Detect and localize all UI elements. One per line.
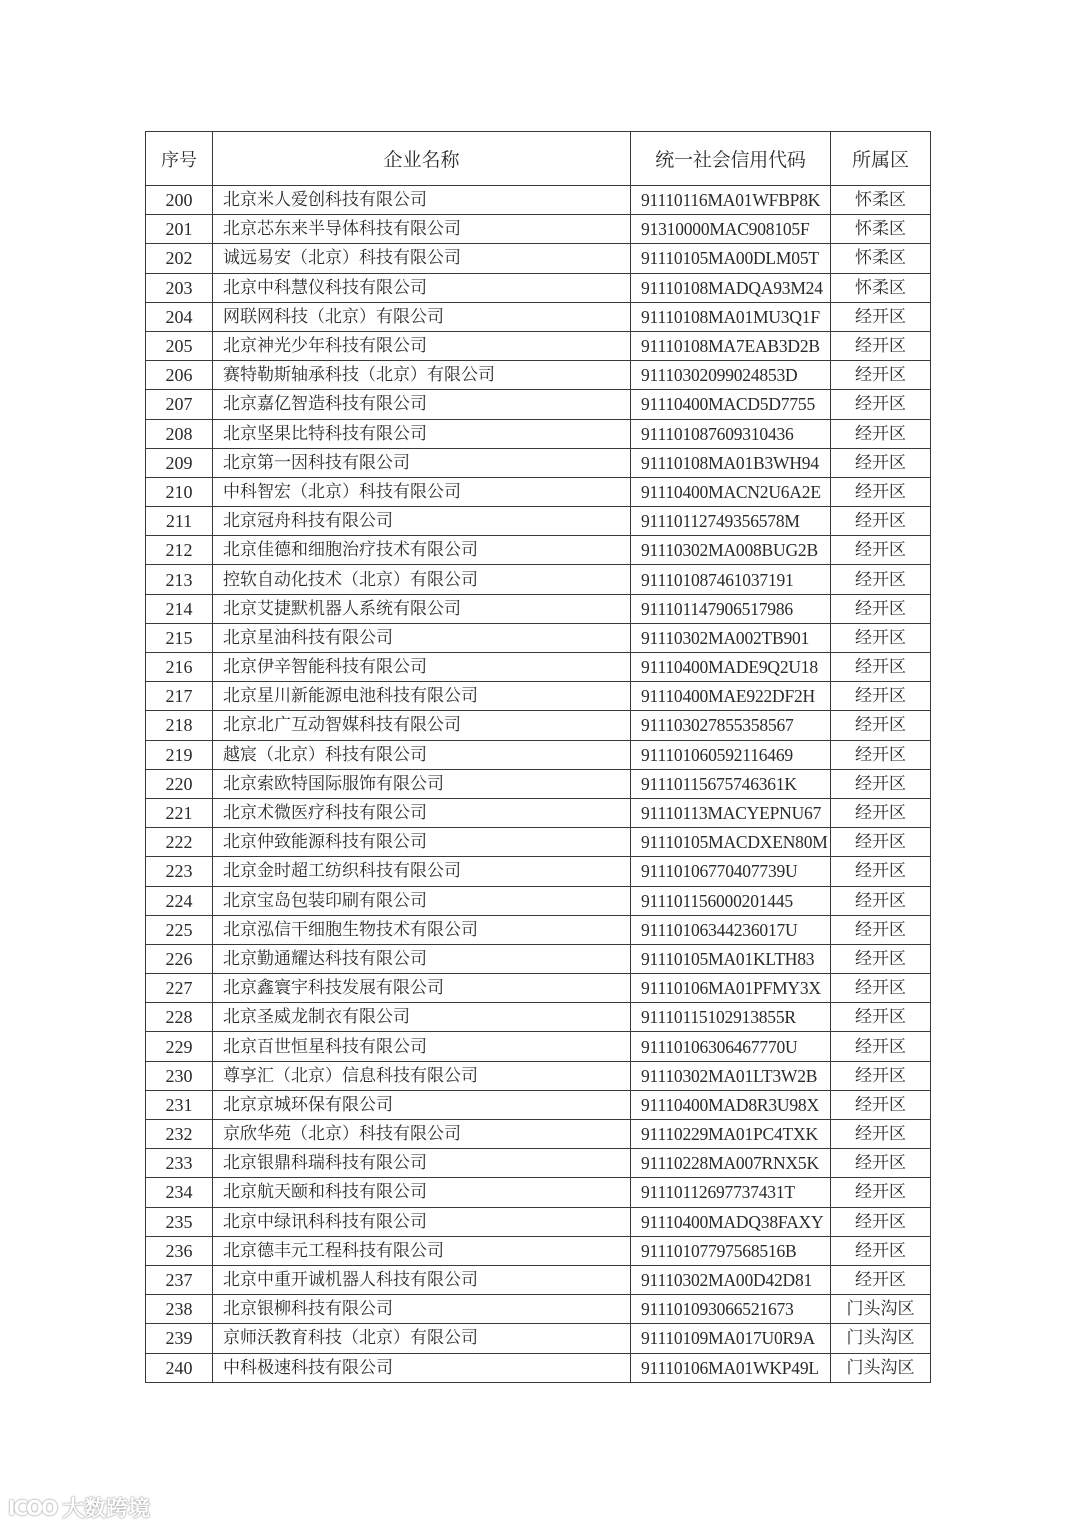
serial-number-cell: 220: [146, 769, 213, 798]
credit-code-cell: 91110106306467770U: [631, 1032, 831, 1061]
credit-code-cell: 91110302099024853D: [631, 361, 831, 390]
company-name-cell: 中科极速科技有限公司: [213, 1353, 631, 1382]
credit-code-cell: 91110400MAE922DF2H: [631, 682, 831, 711]
credit-code-cell: 911101087461037191: [631, 565, 831, 594]
company-name-cell: 北京冠舟科技有限公司: [213, 507, 631, 536]
company-name-cell: 北京泓信干细胞生物技术有限公司: [213, 915, 631, 944]
serial-number-cell: 210: [146, 477, 213, 506]
company-name-cell: 北京星川新能源电池科技有限公司: [213, 682, 631, 711]
serial-number-cell: 229: [146, 1032, 213, 1061]
credit-code-cell: 91110106MA01PFMY3X: [631, 974, 831, 1003]
credit-code-cell: 91110116MA01WFBP8K: [631, 186, 831, 215]
credit-code-cell: 91110112749356578M: [631, 507, 831, 536]
company-name-cell: 北京银鼎科瑞科技有限公司: [213, 1149, 631, 1178]
district-cell: 经开区: [831, 1120, 931, 1149]
district-cell: 经开区: [831, 331, 931, 360]
company-name-cell: 京师沃教育科技（北京）有限公司: [213, 1324, 631, 1353]
district-cell: 经开区: [831, 419, 931, 448]
company-name-cell: 北京中科慧仪科技有限公司: [213, 273, 631, 302]
table-row: [146, 682, 931, 711]
credit-code-cell: 91110302MA01LT3W2B: [631, 1061, 831, 1090]
district-cell: 经开区: [831, 361, 931, 390]
company-name-cell: 北京航天颐和科技有限公司: [213, 1178, 631, 1207]
serial-number-cell: 240: [146, 1353, 213, 1382]
serial-number-cell: 236: [146, 1236, 213, 1265]
serial-number-cell: 208: [146, 419, 213, 448]
table-row: [146, 798, 931, 827]
table-row: [146, 944, 931, 973]
district-cell: 怀柔区: [831, 244, 931, 273]
table-row: [146, 477, 931, 506]
credit-code-cell: 91110229MA01PC4TXK: [631, 1120, 831, 1149]
table-row: [146, 215, 931, 244]
company-name-cell: 诚远易安（北京）科技有限公司: [213, 244, 631, 273]
company-name-cell: 北京百世恒星科技有限公司: [213, 1032, 631, 1061]
watermark: [8, 1492, 150, 1523]
table-row: [146, 390, 931, 419]
credit-code-cell: 91110106MA01WKP49L: [631, 1353, 831, 1382]
credit-code-cell: 91110105MACDXEN80M: [631, 828, 831, 857]
district-cell: 经开区: [831, 1207, 931, 1236]
serial-number-cell: 219: [146, 740, 213, 769]
district-cell: 经开区: [831, 828, 931, 857]
company-name-cell: 北京术微医疗科技有限公司: [213, 798, 631, 827]
credit-code-cell: 91110107797568516B: [631, 1236, 831, 1265]
serial-number-cell: 239: [146, 1324, 213, 1353]
district-cell: 门头沟区: [831, 1353, 931, 1382]
credit-code-cell: 91110228MA007RNX5K: [631, 1149, 831, 1178]
table-row: [146, 361, 931, 390]
company-name-cell: 北京坚果比特科技有限公司: [213, 419, 631, 448]
credit-code-cell: 91310000MAC908105F: [631, 215, 831, 244]
enterprise-list-table: [145, 131, 931, 1383]
serial-number-cell: 209: [146, 448, 213, 477]
district-cell: 门头沟区: [831, 1295, 931, 1324]
serial-number-cell: 224: [146, 886, 213, 915]
district-cell: 门头沟区: [831, 1324, 931, 1353]
district-cell: 经开区: [831, 448, 931, 477]
header-district: 所属区: [831, 132, 931, 186]
serial-number-cell: 202: [146, 244, 213, 273]
company-name-cell: 北京米人爱创科技有限公司: [213, 186, 631, 215]
district-cell: 经开区: [831, 1149, 931, 1178]
district-cell: 怀柔区: [831, 186, 931, 215]
district-cell: 经开区: [831, 1265, 931, 1294]
company-name-cell: 北京神光少年科技有限公司: [213, 331, 631, 360]
company-name-cell: 北京中重开诚机器人科技有限公司: [213, 1265, 631, 1294]
company-name-cell: 北京圣威龙制衣有限公司: [213, 1003, 631, 1032]
serial-number-cell: 235: [146, 1207, 213, 1236]
table-row: [146, 711, 931, 740]
credit-code-cell: 91110302MA008BUG2B: [631, 536, 831, 565]
district-cell: 经开区: [831, 769, 931, 798]
header-serial-number: 序号: [146, 132, 213, 186]
company-name-cell: 北京宝岛包装印刷有限公司: [213, 886, 631, 915]
district-cell: 经开区: [831, 1032, 931, 1061]
table-row: [146, 740, 931, 769]
header-company-name: 企业名称: [213, 132, 631, 186]
watermark-logo-icon: ICOO: [8, 1495, 57, 1520]
company-name-cell: 北京德丰元工程科技有限公司: [213, 1236, 631, 1265]
company-name-cell: 北京星油科技有限公司: [213, 623, 631, 652]
credit-code-cell: 911101087609310436: [631, 419, 831, 448]
table-row: [146, 302, 931, 331]
district-cell: 经开区: [831, 886, 931, 915]
district-cell: 经开区: [831, 302, 931, 331]
serial-number-cell: 217: [146, 682, 213, 711]
company-name-cell: 北京索欧特国际服饰有限公司: [213, 769, 631, 798]
credit-code-cell: 91110400MACN2U6A2E: [631, 477, 831, 506]
company-name-cell: 控软自动化技术（北京）有限公司: [213, 565, 631, 594]
district-cell: 经开区: [831, 594, 931, 623]
district-cell: 经开区: [831, 974, 931, 1003]
table-row: [146, 1149, 931, 1178]
serial-number-cell: 230: [146, 1061, 213, 1090]
table-row: [146, 886, 931, 915]
company-name-cell: 赛特勒斯轴承科技（北京）有限公司: [213, 361, 631, 390]
company-name-cell: 尊享汇（北京）信息科技有限公司: [213, 1061, 631, 1090]
district-cell: 经开区: [831, 390, 931, 419]
table-row: [146, 653, 931, 682]
table-row: [146, 536, 931, 565]
company-name-cell: 北京佳德和细胞治疗技术有限公司: [213, 536, 631, 565]
header-credit-code: 统一社会信用代码: [631, 132, 831, 186]
credit-code-cell: 91110115675746361K: [631, 769, 831, 798]
district-cell: 怀柔区: [831, 273, 931, 302]
serial-number-cell: 215: [146, 623, 213, 652]
district-cell: 经开区: [831, 1178, 931, 1207]
serial-number-cell: 237: [146, 1265, 213, 1294]
credit-code-cell: 91110106770407739U: [631, 857, 831, 886]
company-name-cell: 北京伊辛智能科技有限公司: [213, 653, 631, 682]
credit-code-cell: 91110105MA00DLM05T: [631, 244, 831, 273]
serial-number-cell: 221: [146, 798, 213, 827]
serial-number-cell: 218: [146, 711, 213, 740]
serial-number-cell: 225: [146, 915, 213, 944]
district-cell: 经开区: [831, 565, 931, 594]
company-name-cell: 北京鑫寰宇科技发展有限公司: [213, 974, 631, 1003]
table-body: [146, 186, 931, 1383]
district-cell: 经开区: [831, 477, 931, 506]
district-cell: 经开区: [831, 711, 931, 740]
serial-number-cell: 206: [146, 361, 213, 390]
table-row: [146, 828, 931, 857]
table-row: [146, 915, 931, 944]
credit-code-cell: 91110400MADE9Q2U18: [631, 653, 831, 682]
table-row: [146, 565, 931, 594]
table-row: [146, 1207, 931, 1236]
table-row: [146, 1178, 931, 1207]
district-cell: 经开区: [831, 915, 931, 944]
serial-number-cell: 231: [146, 1090, 213, 1119]
company-name-cell: 北京银柳科技有限公司: [213, 1295, 631, 1324]
credit-code-cell: 91110400MACD5D7755: [631, 390, 831, 419]
credit-code-cell: 91110108MADQA93M24: [631, 273, 831, 302]
credit-code-cell: 911101156000201445: [631, 886, 831, 915]
serial-number-cell: 232: [146, 1120, 213, 1149]
table-row: [146, 1353, 931, 1382]
table-row: [146, 974, 931, 1003]
district-cell: 经开区: [831, 798, 931, 827]
credit-code-cell: 91110115102913855R: [631, 1003, 831, 1032]
district-cell: 经开区: [831, 653, 931, 682]
credit-code-cell: 911101060592116469: [631, 740, 831, 769]
table-row: [146, 1236, 931, 1265]
company-name-cell: 越宸（北京）科技有限公司: [213, 740, 631, 769]
company-name-cell: 北京京城环保有限公司: [213, 1090, 631, 1119]
serial-number-cell: 207: [146, 390, 213, 419]
table-row: [146, 1120, 931, 1149]
table-row: [146, 448, 931, 477]
table-row: [146, 1265, 931, 1294]
credit-code-cell: 91110106344236017U: [631, 915, 831, 944]
company-name-cell: 北京中绿讯科科技有限公司: [213, 1207, 631, 1236]
watermark-text: 大数跨境: [62, 1497, 151, 1522]
credit-code-cell: 91110108MA01B3WH94: [631, 448, 831, 477]
district-cell: 经开区: [831, 1090, 931, 1119]
district-cell: 经开区: [831, 507, 931, 536]
company-name-cell: 北京勤通耀达科技有限公司: [213, 944, 631, 973]
district-cell: 经开区: [831, 536, 931, 565]
district-cell: 经开区: [831, 1061, 931, 1090]
district-cell: 经开区: [831, 944, 931, 973]
company-name-cell: 北京金时超工纺织科技有限公司: [213, 857, 631, 886]
credit-code-cell: 911101093066521673: [631, 1295, 831, 1324]
serial-number-cell: 212: [146, 536, 213, 565]
table-row: [146, 507, 931, 536]
table-row: [146, 1003, 931, 1032]
company-name-cell: 北京北广互动智媒科技有限公司: [213, 711, 631, 740]
table-row: [146, 273, 931, 302]
company-name-cell: 北京嘉亿智造科技有限公司: [213, 390, 631, 419]
credit-code-cell: 91110105MA01KLTH83: [631, 944, 831, 973]
serial-number-cell: 201: [146, 215, 213, 244]
credit-code-cell: 91110302MA002TB901: [631, 623, 831, 652]
district-cell: 经开区: [831, 1236, 931, 1265]
serial-number-cell: 222: [146, 828, 213, 857]
district-cell: 经开区: [831, 623, 931, 652]
district-cell: 怀柔区: [831, 215, 931, 244]
company-name-cell: 北京艾捷默机器人系统有限公司: [213, 594, 631, 623]
credit-code-cell: 91110113MACYEPNU67: [631, 798, 831, 827]
table-row: [146, 857, 931, 886]
credit-code-cell: 911101147906517986: [631, 594, 831, 623]
table-row: [146, 331, 931, 360]
serial-number-cell: 204: [146, 302, 213, 331]
table-row: [146, 769, 931, 798]
serial-number-cell: 200: [146, 186, 213, 215]
table-row: [146, 1295, 931, 1324]
company-name-cell: 北京芯东来半导体科技有限公司: [213, 215, 631, 244]
credit-code-cell: 911103027855358567: [631, 711, 831, 740]
serial-number-cell: 214: [146, 594, 213, 623]
serial-number-cell: 226: [146, 944, 213, 973]
company-name-cell: 中科智宏（北京）科技有限公司: [213, 477, 631, 506]
table-row: [146, 186, 931, 215]
district-cell: 经开区: [831, 857, 931, 886]
table-row: [146, 244, 931, 273]
district-cell: 经开区: [831, 682, 931, 711]
serial-number-cell: 216: [146, 653, 213, 682]
credit-code-cell: 91110400MAD8R3U98X: [631, 1090, 831, 1119]
district-cell: 经开区: [831, 740, 931, 769]
table-row: [146, 1032, 931, 1061]
credit-code-cell: 91110109MA017U0R9A: [631, 1324, 831, 1353]
table-row: [146, 1061, 931, 1090]
serial-number-cell: 234: [146, 1178, 213, 1207]
table-row: [146, 623, 931, 652]
credit-code-cell: 91110400MADQ38FAXY: [631, 1207, 831, 1236]
credit-code-cell: 91110112697737431T: [631, 1178, 831, 1207]
serial-number-cell: 205: [146, 331, 213, 360]
district-cell: 经开区: [831, 1003, 931, 1032]
serial-number-cell: 203: [146, 273, 213, 302]
company-name-cell: 京欣华苑（北京）科技有限公司: [213, 1120, 631, 1149]
serial-number-cell: 228: [146, 1003, 213, 1032]
table-header-row: [146, 132, 931, 186]
credit-code-cell: 91110108MA01MU3Q1F: [631, 302, 831, 331]
credit-code-cell: 91110108MA7EAB3D2B: [631, 331, 831, 360]
serial-number-cell: 233: [146, 1149, 213, 1178]
company-name-cell: 北京仲致能源科技有限公司: [213, 828, 631, 857]
serial-number-cell: 227: [146, 974, 213, 1003]
serial-number-cell: 213: [146, 565, 213, 594]
table-row: [146, 594, 931, 623]
company-name-cell: 北京第一因科技有限公司: [213, 448, 631, 477]
table-row: [146, 1090, 931, 1119]
serial-number-cell: 223: [146, 857, 213, 886]
credit-code-cell: 91110302MA00D42D81: [631, 1265, 831, 1294]
company-name-cell: 网联网科技（北京）有限公司: [213, 302, 631, 331]
serial-number-cell: 211: [146, 507, 213, 536]
serial-number-cell: 238: [146, 1295, 213, 1324]
table-row: [146, 419, 931, 448]
table-row: [146, 1324, 931, 1353]
